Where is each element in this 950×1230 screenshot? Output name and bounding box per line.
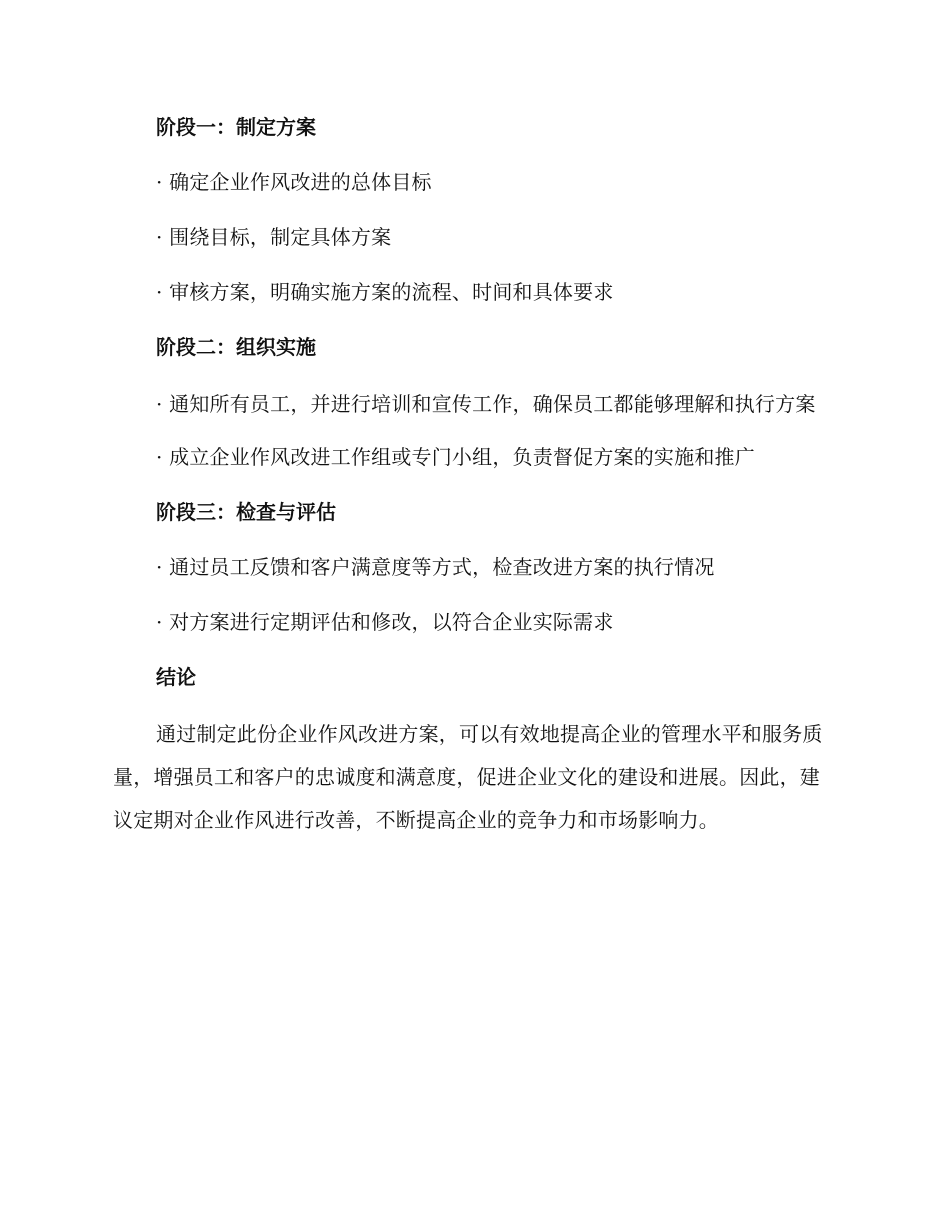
section-heading-conclusion: 结论	[156, 665, 196, 689]
bullet-item: · 围绕目标，制定具体方案	[156, 225, 392, 249]
section-heading-stage-3: 阶段三：检查与评估	[156, 500, 336, 524]
bullet-item: · 审核方案，明确实施方案的流程、时间和具体要求	[156, 280, 614, 304]
section-heading-stage-1: 阶段一：制定方案	[156, 115, 316, 139]
section-heading-stage-2: 阶段二：组织实施	[156, 335, 316, 359]
conclusion-paragraph: 通过制定此份企业作风改进方案，可以有效地提高企业的管理水平和服务质量，增强员工和客户的忠诚度和满意度，促进企业文化的建设和进展。因此，建议定期对企业作风进行改善，不断提高企业的竞争力和市场影响力。	[113, 722, 823, 832]
bullet-item: · 通过员工反馈和客户满意度等方式，检查改进方案的执行情况	[156, 555, 715, 579]
bullet-item: · 确定企业作风改进的总体目标	[156, 170, 432, 194]
bullet-item: · 对方案进行定期评估和修改，以符合企业实际需求	[156, 610, 614, 634]
bullet-item: · 成立企业作风改进工作组或专门小组，负责督促方案的实施和推广	[156, 445, 755, 469]
bullet-item: · 通知所有员工，并进行培训和宣传工作，确保员工都能够理解和执行方案	[156, 392, 816, 416]
document-body	[113, 108, 833, 855]
